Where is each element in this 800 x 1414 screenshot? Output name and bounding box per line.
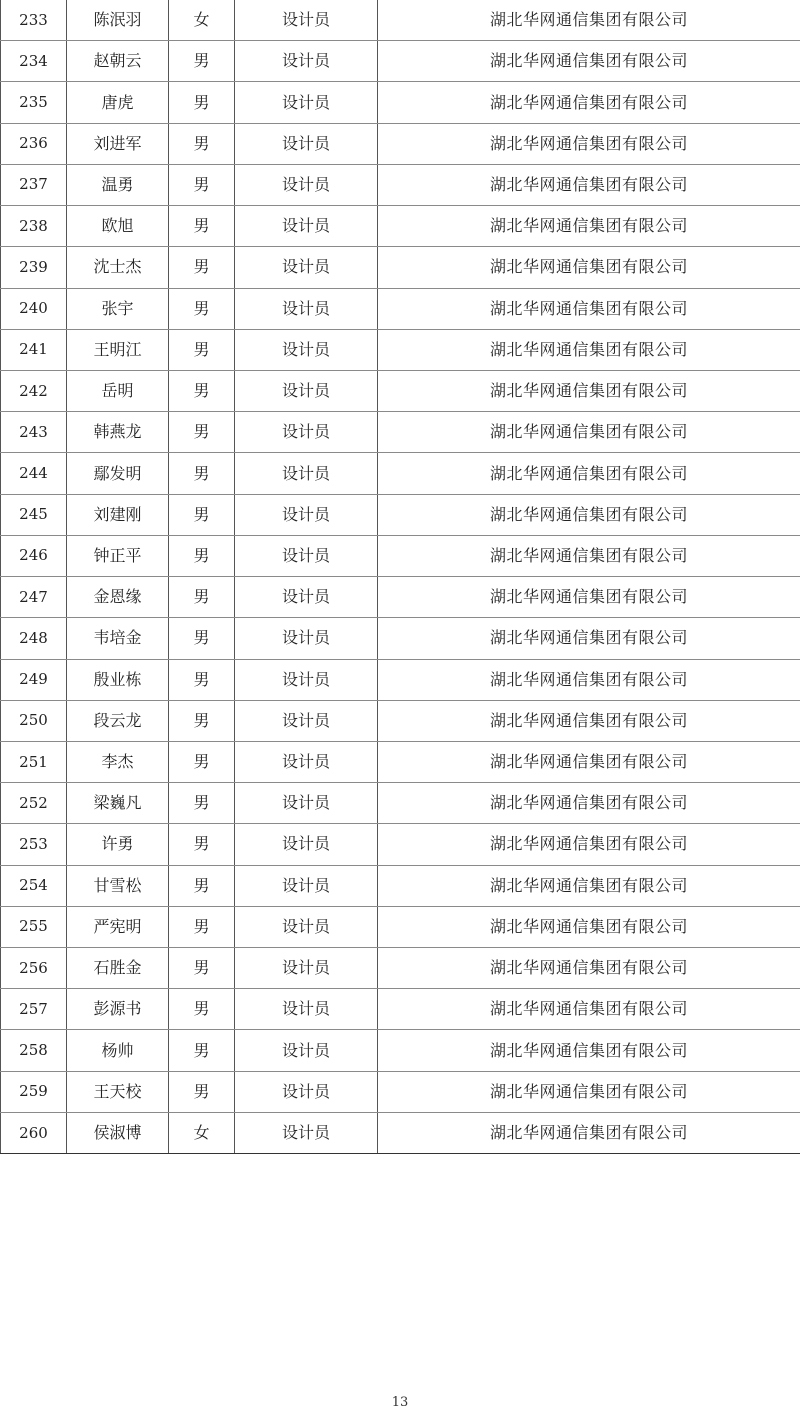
- table-row: [1, 412, 800, 453]
- cell-gender: 男: [169, 906, 235, 947]
- cell-company-name: 湖北华网通信集团有限公司: [378, 164, 800, 205]
- cell-company-name: 湖北华网通信集团有限公司: [378, 123, 800, 164]
- cell-company-name: 湖北华网通信集团有限公司: [378, 700, 800, 741]
- table-row: [1, 1112, 800, 1153]
- cell-gender: 男: [169, 123, 235, 164]
- cell-job-title: 设计员: [235, 618, 378, 659]
- table-row: [1, 577, 800, 618]
- cell-serial-number: 235: [1, 82, 67, 123]
- table-row: [1, 494, 800, 535]
- cell-gender: 男: [169, 164, 235, 205]
- cell-serial-number: 260: [1, 1112, 67, 1153]
- cell-person-name: 王明江: [67, 329, 169, 370]
- table-row: [1, 82, 800, 123]
- cell-company-name: 湖北华网通信集团有限公司: [378, 494, 800, 535]
- cell-gender: 男: [169, 824, 235, 865]
- cell-person-name: 甘雪松: [67, 865, 169, 906]
- table-row: [1, 164, 800, 205]
- cell-person-name: 欧旭: [67, 206, 169, 247]
- cell-person-name: 韦培金: [67, 618, 169, 659]
- cell-job-title: 设计员: [235, 247, 378, 288]
- table-row: [1, 865, 800, 906]
- cell-gender: 女: [169, 1112, 235, 1153]
- table-row: [1, 329, 800, 370]
- cell-person-name: 段云龙: [67, 700, 169, 741]
- cell-job-title: 设计员: [235, 535, 378, 576]
- table-row: [1, 906, 800, 947]
- cell-person-name: 彭源书: [67, 989, 169, 1030]
- cell-job-title: 设计员: [235, 577, 378, 618]
- cell-serial-number: 258: [1, 1030, 67, 1071]
- cell-person-name: 赵朝云: [67, 41, 169, 82]
- cell-person-name: 陈泯羽: [67, 0, 169, 41]
- cell-company-name: 湖北华网通信集团有限公司: [378, 206, 800, 247]
- cell-job-title: 设计员: [235, 1030, 378, 1071]
- cell-person-name: 张宇: [67, 288, 169, 329]
- cell-gender: 男: [169, 288, 235, 329]
- cell-company-name: 湖北华网通信集团有限公司: [378, 577, 800, 618]
- cell-company-name: 湖北华网通信集团有限公司: [378, 1030, 800, 1071]
- cell-job-title: 设计员: [235, 906, 378, 947]
- table-row: [1, 824, 800, 865]
- cell-serial-number: 253: [1, 824, 67, 865]
- cell-person-name: 梁巍凡: [67, 783, 169, 824]
- table-row: [1, 700, 800, 741]
- cell-person-name: 钟正平: [67, 535, 169, 576]
- cell-job-title: 设计员: [235, 741, 378, 782]
- cell-serial-number: 243: [1, 412, 67, 453]
- cell-gender: 男: [169, 82, 235, 123]
- cell-company-name: 湖北华网通信集团有限公司: [378, 329, 800, 370]
- cell-gender: 男: [169, 989, 235, 1030]
- cell-serial-number: 248: [1, 618, 67, 659]
- cell-gender: 男: [169, 783, 235, 824]
- cell-job-title: 设计员: [235, 412, 378, 453]
- page-number: 13: [391, 1395, 409, 1410]
- cell-serial-number: 242: [1, 370, 67, 411]
- cell-serial-number: 245: [1, 494, 67, 535]
- cell-person-name: 温勇: [67, 164, 169, 205]
- cell-person-name: 石胜金: [67, 948, 169, 989]
- cell-serial-number: 241: [1, 329, 67, 370]
- cell-company-name: 湖北华网通信集团有限公司: [378, 247, 800, 288]
- cell-job-title: 设计员: [235, 1112, 378, 1153]
- table-row: [1, 247, 800, 288]
- cell-person-name: 侯淑博: [67, 1112, 169, 1153]
- cell-person-name: 严宪明: [67, 906, 169, 947]
- cell-job-title: 设计员: [235, 494, 378, 535]
- cell-job-title: 设计员: [235, 123, 378, 164]
- cell-company-name: 湖北华网通信集团有限公司: [378, 535, 800, 576]
- cell-company-name: 湖北华网通信集团有限公司: [378, 659, 800, 700]
- cell-serial-number: 233: [1, 0, 67, 41]
- table-row: [1, 741, 800, 782]
- cell-person-name: 唐虎: [67, 82, 169, 123]
- cell-serial-number: 251: [1, 741, 67, 782]
- cell-company-name: 湖北华网通信集团有限公司: [378, 741, 800, 782]
- table-row: [1, 1030, 800, 1071]
- table-row: [1, 989, 800, 1030]
- cell-company-name: 湖北华网通信集团有限公司: [378, 1112, 800, 1153]
- table-row: [1, 123, 800, 164]
- cell-serial-number: 246: [1, 535, 67, 576]
- cell-gender: 男: [169, 206, 235, 247]
- cell-serial-number: 250: [1, 700, 67, 741]
- cell-job-title: 设计员: [235, 824, 378, 865]
- personnel-table-body: [1, 0, 800, 1154]
- cell-gender: 男: [169, 370, 235, 411]
- cell-company-name: 湖北华网通信集团有限公司: [378, 906, 800, 947]
- cell-job-title: 设计员: [235, 0, 378, 41]
- cell-person-name: 李杰: [67, 741, 169, 782]
- cell-person-name: 金恩缘: [67, 577, 169, 618]
- cell-company-name: 湖北华网通信集团有限公司: [378, 412, 800, 453]
- cell-company-name: 湖北华网通信集团有限公司: [378, 865, 800, 906]
- cell-job-title: 设计员: [235, 164, 378, 205]
- cell-gender: 女: [169, 0, 235, 41]
- cell-gender: 男: [169, 741, 235, 782]
- cell-person-name: 鄢发明: [67, 453, 169, 494]
- cell-gender: 男: [169, 700, 235, 741]
- cell-gender: 男: [169, 948, 235, 989]
- cell-serial-number: 254: [1, 865, 67, 906]
- cell-serial-number: 259: [1, 1071, 67, 1112]
- cell-job-title: 设计员: [235, 288, 378, 329]
- cell-company-name: 湖北华网通信集团有限公司: [378, 41, 800, 82]
- cell-job-title: 设计员: [235, 41, 378, 82]
- cell-serial-number: 247: [1, 577, 67, 618]
- cell-company-name: 湖北华网通信集团有限公司: [378, 989, 800, 1030]
- cell-company-name: 湖北华网通信集团有限公司: [378, 618, 800, 659]
- cell-job-title: 设计员: [235, 989, 378, 1030]
- table-row: [1, 618, 800, 659]
- cell-serial-number: 238: [1, 206, 67, 247]
- cell-serial-number: 257: [1, 989, 67, 1030]
- cell-serial-number: 234: [1, 41, 67, 82]
- table-row: [1, 1071, 800, 1112]
- cell-serial-number: 236: [1, 123, 67, 164]
- cell-person-name: 刘进军: [67, 123, 169, 164]
- cell-serial-number: 244: [1, 453, 67, 494]
- cell-company-name: 湖北华网通信集团有限公司: [378, 783, 800, 824]
- cell-job-title: 设计员: [235, 329, 378, 370]
- cell-company-name: 湖北华网通信集团有限公司: [378, 370, 800, 411]
- cell-person-name: 殷业栋: [67, 659, 169, 700]
- cell-company-name: 湖北华网通信集团有限公司: [378, 288, 800, 329]
- cell-serial-number: 237: [1, 164, 67, 205]
- cell-company-name: 湖北华网通信集团有限公司: [378, 82, 800, 123]
- cell-job-title: 设计员: [235, 370, 378, 411]
- table-row: [1, 948, 800, 989]
- cell-gender: 男: [169, 659, 235, 700]
- cell-job-title: 设计员: [235, 700, 378, 741]
- cell-job-title: 设计员: [235, 1071, 378, 1112]
- cell-company-name: 湖北华网通信集团有限公司: [378, 948, 800, 989]
- table-row: [1, 453, 800, 494]
- cell-gender: 男: [169, 1030, 235, 1071]
- cell-gender: 男: [169, 41, 235, 82]
- cell-company-name: 湖北华网通信集团有限公司: [378, 453, 800, 494]
- cell-gender: 男: [169, 577, 235, 618]
- table-row: [1, 370, 800, 411]
- table-row: [1, 783, 800, 824]
- cell-job-title: 设计员: [235, 206, 378, 247]
- cell-serial-number: 255: [1, 906, 67, 947]
- cell-person-name: 杨帅: [67, 1030, 169, 1071]
- cell-job-title: 设计员: [235, 453, 378, 494]
- table-row: [1, 288, 800, 329]
- cell-gender: 男: [169, 329, 235, 370]
- cell-company-name: 湖北华网通信集团有限公司: [378, 824, 800, 865]
- table-row: [1, 535, 800, 576]
- cell-serial-number: 252: [1, 783, 67, 824]
- table-row: [1, 206, 800, 247]
- cell-person-name: 王天校: [67, 1071, 169, 1112]
- table-row: [1, 0, 800, 41]
- cell-serial-number: 240: [1, 288, 67, 329]
- cell-job-title: 设计员: [235, 783, 378, 824]
- cell-company-name: 湖北华网通信集团有限公司: [378, 1071, 800, 1112]
- cell-person-name: 岳明: [67, 370, 169, 411]
- cell-person-name: 韩燕龙: [67, 412, 169, 453]
- cell-serial-number: 249: [1, 659, 67, 700]
- cell-job-title: 设计员: [235, 82, 378, 123]
- table-row: [1, 41, 800, 82]
- cell-job-title: 设计员: [235, 865, 378, 906]
- cell-person-name: 刘建刚: [67, 494, 169, 535]
- cell-gender: 男: [169, 618, 235, 659]
- cell-gender: 男: [169, 865, 235, 906]
- cell-person-name: 沈士杰: [67, 247, 169, 288]
- cell-company-name: 湖北华网通信集团有限公司: [378, 0, 800, 41]
- cell-serial-number: 239: [1, 247, 67, 288]
- cell-gender: 男: [169, 247, 235, 288]
- cell-job-title: 设计员: [235, 659, 378, 700]
- cell-serial-number: 256: [1, 948, 67, 989]
- cell-gender: 男: [169, 412, 235, 453]
- cell-gender: 男: [169, 535, 235, 576]
- cell-job-title: 设计员: [235, 948, 378, 989]
- cell-gender: 男: [169, 494, 235, 535]
- cell-gender: 男: [169, 1071, 235, 1112]
- table-row: [1, 659, 800, 700]
- cell-person-name: 许勇: [67, 824, 169, 865]
- cell-gender: 男: [169, 453, 235, 494]
